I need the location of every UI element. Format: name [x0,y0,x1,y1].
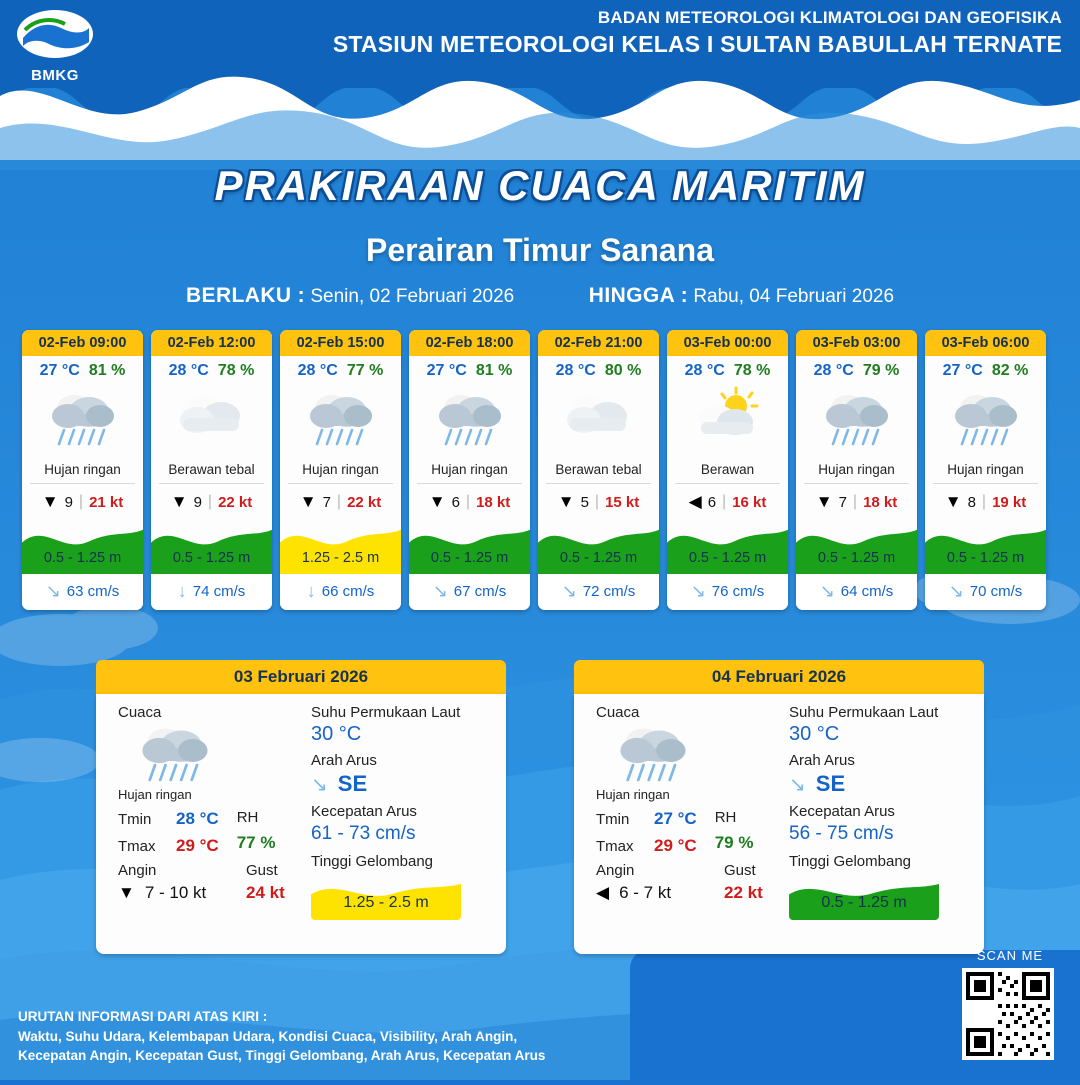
daily-current-direction: SE [337,771,368,796]
hourly-condition: Hujan ringan [947,462,1024,477]
hourly-card [151,330,272,610]
hourly-time: 02-Feb 18:00 [409,330,530,356]
hourly-weather-icon [151,382,272,460]
wind-direction-icon: ▼ [815,492,833,511]
hourly-temperature: 27 °C [942,362,983,379]
hourly-temp-rh [409,356,530,382]
hourly-gust: 18 kt [476,493,511,511]
hourly-gust: 21 kt [89,493,124,511]
daily-current-dir-label: Arah Arus [311,752,377,769]
hourly-wind-speed: 7 [322,493,331,511]
header-line1: BADAN METEOROLOGI KLIMATOLOGI DAN GEOFISIKA [597,8,1062,27]
hourly-current [409,574,530,610]
hourly-temp-rh [280,356,401,382]
daily-sst: 30 °C [311,723,362,745]
hourly-wave-height: 0.5 - 1.25 m [817,550,896,566]
hourly-current-speed: 72 cm/s [582,583,636,600]
hourly-time: 02-Feb 12:00 [151,330,272,356]
hourly-time: 02-Feb 15:00 [280,330,401,356]
cloud-icon [560,386,638,456]
hourly-wind-speed: 9 [193,493,202,511]
hourly-current-speed: 76 cm/s [711,583,765,600]
hourly-wind-speed: 5 [580,493,589,511]
hourly-wind [538,484,659,520]
daily-left-column [596,704,786,903]
daily-angin-label: Angin [118,862,157,879]
hourly-humidity: 81 % [88,362,126,379]
daily-current-speed-label: Kecepatan Arus [789,803,895,820]
daily-weather-icon [596,721,786,791]
hourly-weather-icon [538,382,659,460]
daily-gust-label: Gust [724,862,756,879]
hourly-gust: 22 kt [347,493,382,511]
hourly-wind-speed: 7 [838,493,847,511]
daily-gust-label: Gust [246,862,278,879]
footer-line1: URUTAN INFORMASI DARI ATAS KIRI : [18,1009,268,1025]
hourly-forecast-row [22,330,1062,610]
hourly-current [667,574,788,610]
cloud-icon [173,386,251,456]
daily-sst-label: Suhu Permukaan Laut [311,704,461,721]
hourly-current [796,574,917,610]
daily-tmin-label: Tmin [596,811,630,828]
daily-gust: 24 kt [246,883,285,902]
hourly-card [667,330,788,610]
wind-direction-icon: ▼ [944,492,962,511]
hourly-weather-icon [796,382,917,460]
wind-direction-icon: ▼ [41,492,59,511]
hourly-wave [280,520,401,574]
hourly-gust: 22 kt [218,493,253,511]
hourly-temp-rh [796,356,917,382]
hourly-humidity: 78 % [733,362,771,379]
daily-wave-box [311,876,461,920]
hourly-humidity: 81 % [475,362,513,379]
hourly-temperature: 27 °C [39,362,80,379]
validity-from-label: BERLAKU : [185,284,306,307]
separator: | [852,493,858,510]
hourly-wind [22,484,143,520]
partly-cloudy-icon [689,386,767,456]
current-direction-icon: ↘ [432,581,448,601]
hourly-card [796,330,917,610]
current-direction-icon: ↓ [306,581,316,601]
wind-direction-icon: ▼ [118,883,135,902]
daily-right-column [311,704,491,920]
separator: | [336,493,342,510]
separator: | [981,493,987,510]
hourly-wave [151,520,272,574]
hourly-condition: Hujan ringan [818,462,895,477]
hourly-condition: Berawan [700,462,755,477]
daily-sst-label: Suhu Permukaan Laut [789,704,939,721]
daily-body [96,694,506,954]
hourly-current [151,574,272,610]
hourly-weather-icon [280,382,401,460]
daily-forecast-card-2 [574,660,984,954]
daily-tmin: 27 °C [654,809,697,828]
wind-direction-icon: ▼ [299,492,317,511]
hourly-wind-speed: 9 [64,493,73,511]
hourly-time: 02-Feb 09:00 [22,330,143,356]
daily-tmax: 29 °C [176,836,219,855]
daily-wave-label: Tinggi Gelombang [789,853,912,870]
hourly-wave-height: 0.5 - 1.25 m [946,550,1025,566]
current-direction-icon: ↘ [690,581,706,601]
daily-current-dir-label: Arah Arus [789,752,855,769]
hourly-wind [409,484,530,520]
wind-direction-icon: ▼ [557,492,575,511]
hourly-current [280,574,401,610]
separator: | [594,493,600,510]
hourly-wave-height: 0.5 - 1.25 m [559,550,638,566]
daily-tmax-label: Tmax [118,838,156,855]
daily-right-column [789,704,969,920]
scan-me-label: SCAN ME [976,948,1044,963]
current-direction-icon: ↓ [177,581,187,601]
daily-tmin-label: Tmin [118,811,152,828]
daily-angin-label: Angin [596,862,635,879]
hourly-humidity: 78 % [217,362,255,379]
hourly-condition: Berawan tebal [555,462,642,477]
rain-icon [431,386,509,456]
hourly-current-speed: 63 cm/s [66,583,120,600]
current-direction-icon: ↘ [561,581,577,601]
hourly-condition: Berawan tebal [168,462,255,477]
hourly-wave-height: 0.5 - 1.25 m [688,550,767,566]
daily-rh-label: RH [714,809,737,826]
hourly-condition: Hujan ringan [431,462,508,477]
hourly-current [538,574,659,610]
daily-wind: 6 - 7 kt [619,883,672,902]
hourly-current-speed: 74 cm/s [192,583,246,600]
hourly-card [22,330,143,610]
hourly-temp-rh [538,356,659,382]
daily-wave-box [789,876,939,920]
hourly-humidity: 82 % [991,362,1029,379]
hourly-weather-icon [925,382,1046,460]
wind-direction-icon: ◀ [596,883,610,902]
hourly-temperature: 28 °C [813,362,854,379]
bmkg-logo-label: BMKG [31,67,79,84]
qr-icon [966,972,1050,1056]
footer-legend [18,1007,545,1066]
daily-wave-height: 0.5 - 1.25 m [821,894,907,911]
page-subtitle: Perairan Timur Sanana [366,232,714,268]
hourly-wind [925,484,1046,520]
daily-tmin: 28 °C [176,809,219,828]
daily-cuaca-label: Cuaca [118,704,162,721]
daily-body [574,694,984,954]
hourly-gust: 16 kt [732,493,767,511]
hourly-temp-rh [925,356,1046,382]
header-line2: STASIUN METEOROLOGI KELAS I SULTAN BABULLAH TERNATE [332,31,1062,57]
hourly-current-speed: 70 cm/s [969,583,1023,600]
hourly-current [22,574,143,610]
qr-code-block[interactable] [962,948,1058,1060]
wind-direction-icon: ▼ [170,492,188,511]
hourly-current-speed: 67 cm/s [453,583,507,600]
daily-current-speed: 56 - 75 cm/s [789,823,894,844]
daily-tmax: 29 °C [654,836,697,855]
hourly-time: 03-Feb 00:00 [667,330,788,356]
validity-to-label: HINGGA : [588,284,689,307]
hourly-wind-speed: 8 [967,493,976,511]
hourly-card [538,330,659,610]
hourly-current-speed: 64 cm/s [840,583,894,600]
hourly-time: 03-Feb 03:00 [796,330,917,356]
hourly-weather-icon [22,382,143,460]
separator: | [207,493,213,510]
daily-rh-label: RH [236,809,259,826]
current-direction-icon: ↘ [819,581,835,601]
separator: | [465,493,471,510]
hourly-humidity: 80 % [604,362,642,379]
hourly-wave [796,520,917,574]
hourly-wind [667,484,788,520]
rain-icon [44,386,122,456]
hourly-wave-height: 0.5 - 1.25 m [172,550,251,566]
qr-code-image[interactable] [962,968,1054,1060]
daily-date: 03 Februari 2026 [96,660,506,694]
daily-current-speed: 61 - 73 cm/s [311,823,416,844]
hourly-temperature: 28 °C [684,362,725,379]
rain-icon [947,386,1025,456]
rain-icon [818,386,896,456]
current-direction-icon: ↘ [311,774,328,796]
daily-rh: 79 % [714,833,754,852]
hourly-condition: Hujan ringan [302,462,379,477]
current-direction-icon: ↘ [789,774,806,796]
daily-sst: 30 °C [789,723,840,745]
hourly-temp-rh [22,356,143,382]
header-institution [333,8,1062,58]
hourly-temperature: 28 °C [297,362,338,379]
hourly-temperature: 28 °C [168,362,209,379]
hourly-time: 03-Feb 06:00 [925,330,1046,356]
hourly-condition: Hujan ringan [44,462,121,477]
daily-current-direction: SE [815,771,846,796]
daily-condition: Hujan ringan [118,787,192,802]
hourly-wave [925,520,1046,574]
wind-direction-icon: ▼ [428,492,446,511]
hourly-temperature: 27 °C [426,362,467,379]
footer-line3: Kecepatan Angin, Kecepatan Gust, Tinggi Gelombang, Arah Arus, Kecepatan Arus [18,1048,546,1064]
hourly-weather-icon [667,382,788,460]
hourly-wave-height: 0.5 - 1.25 m [430,550,509,566]
validity-period [0,284,1080,308]
hourly-card [409,330,530,610]
separator: | [722,493,727,510]
daily-tmax-label: Tmax [596,838,634,855]
hourly-gust: 15 kt [605,493,640,511]
validity-from-value: Senin, 02 Februari 2026 [310,286,515,307]
hourly-wind [796,484,917,520]
hourly-wave [22,520,143,574]
daily-current-speed-label: Kecepatan Arus [311,803,417,820]
daily-weather-icon [118,721,308,791]
wind-direction-icon: ◀ [688,492,702,511]
hourly-gust: 19 kt [992,493,1027,511]
daily-rh: 77 % [236,833,276,852]
hourly-wave [538,520,659,574]
daily-left-column [118,704,308,903]
daily-wind: 7 - 10 kt [144,883,207,902]
hourly-time: 02-Feb 21:00 [538,330,659,356]
hourly-weather-icon [409,382,530,460]
hourly-wave-height: 1.25 - 2.5 m [301,550,380,566]
current-direction-icon: ↘ [45,581,61,601]
daily-cuaca-label: Cuaca [596,704,640,721]
hourly-gust: 18 kt [863,493,898,511]
footer-line2: Waktu, Suhu Udara, Kelembapan Udara, Kondisi Cuaca, Visibility, Arah Angin, [18,1028,518,1044]
daily-wave-height: 1.25 - 2.5 m [343,894,429,911]
hourly-wind [151,484,272,520]
current-direction-icon: ↘ [948,581,964,601]
hourly-temp-rh [151,356,272,382]
hourly-card [280,330,401,610]
rain-icon [612,719,694,793]
hourly-wave [409,520,530,574]
page-title: PRAKIRAAN CUACA MARITIM [214,162,866,209]
separator: | [78,493,84,510]
hourly-card [925,330,1046,610]
hourly-wind [280,484,401,520]
hourly-temp-rh [667,356,788,382]
daily-condition: Hujan ringan [596,787,670,802]
hourly-wave [667,520,788,574]
hourly-humidity: 77 % [346,362,384,379]
hourly-wind-speed: 6 [707,493,717,511]
hourly-wind-speed: 6 [451,493,460,511]
daily-gust: 22 kt [724,883,763,902]
hourly-temperature: 28 °C [555,362,596,379]
hourly-current [925,574,1046,610]
validity-to-value: Rabu, 04 Februari 2026 [693,286,895,307]
hourly-wave-height: 0.5 - 1.25 m [43,550,122,566]
hourly-humidity: 79 % [862,362,900,379]
hourly-current-speed: 66 cm/s [321,583,375,600]
daily-date: 04 Februari 2026 [574,660,984,694]
daily-forecast-card-1 [96,660,506,954]
rain-icon [134,719,216,793]
bmkg-logo [12,8,98,84]
daily-wave-label: Tinggi Gelombang [311,853,434,870]
rain-icon [302,386,380,456]
